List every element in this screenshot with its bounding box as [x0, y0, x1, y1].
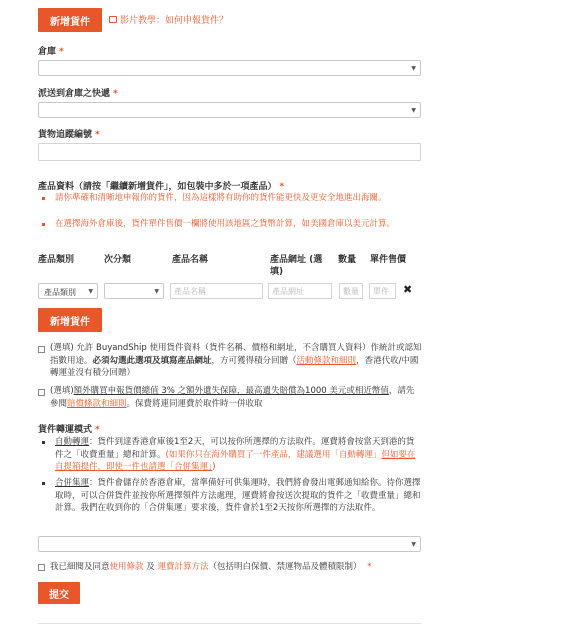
add-shipment-top-button[interactable]: 新增貨件 [38, 8, 102, 32]
warehouse-select[interactable] [38, 60, 421, 76]
video-tutorial-link[interactable] [109, 13, 228, 26]
insurance-checkbox[interactable] [38, 389, 45, 396]
products-note-2: 在選擇海外倉庫後，貨件單件售價一欄將使用該地區之貨幣計算，如美國倉庫以美元計算。 [55, 219, 396, 229]
col-category: 產品類別 [38, 255, 75, 265]
chevron-down-icon: ▼ [411, 65, 416, 72]
chevron-down-icon: ▼ [154, 288, 159, 295]
products-label: 產品資料（請按「繼續新增貨件」，如包裝中多於一項產品） * [38, 182, 285, 192]
courier-label: 派送到倉庫之快遞 * [38, 89, 118, 99]
shipping-calc-link[interactable]: 運費計算方法 [157, 562, 209, 572]
tracking-input[interactable] [38, 143, 421, 161]
stats-consent-checkbox[interactable] [38, 346, 45, 353]
product-name-input[interactable]: 產品名稱 [170, 283, 263, 299]
auto-bullet [42, 441, 45, 444]
compensation-terms-link[interactable]: 賠償條款和細則 [67, 398, 127, 409]
note-bullet [42, 223, 45, 226]
chevron-down-icon: ▼ [411, 541, 416, 548]
submit-button[interactable]: 提交 [38, 582, 80, 604]
activity-terms-link[interactable]: 活動條款和細則 [296, 355, 357, 366]
tv-icon [109, 16, 117, 23]
tracking-label: 貨物追蹤編號 * [38, 130, 100, 140]
unit-price-input[interactable]: 單件 [369, 283, 396, 299]
category-value: 產品類別 [44, 288, 76, 297]
transfer-mode-select[interactable] [38, 536, 421, 552]
chevron-down-icon: ▼ [88, 288, 93, 295]
col-name: 產品名稱 [172, 255, 209, 265]
stats-consent-text: (選填) 允許 BuyandShip 使用貨件資料（貨件名稱、價格和網址，不含購買人資料）作統計或認知指數用途。必須勾選此選項及填寫產品網址，方可獲得積分回贈（活動條款和細則，香港代收/中國轉運並沒有積分回贈） [50, 343, 422, 378]
transfer-mode-label: 貨件轉運模式 * [38, 425, 100, 435]
divider [38, 623, 421, 624]
col-url: 產品網址 (選填) [270, 255, 323, 277]
auto-transfer-text: 自動轉運：貨件到達香港倉庫後1至2天，可以按你所選擇的方法取件。運費將會按當天到港的貨件之「收費重量」總和計算。(如果你只在海外購買了一件產品，建議選用「自動轉運」但如要在自提箱提件，即使一件也請選「合併集運」) [55, 437, 416, 472]
product-url-input[interactable]: 產品網址 [268, 283, 332, 299]
col-unit-price: 單件售價 [370, 255, 407, 265]
terms-checkbox[interactable] [38, 564, 45, 571]
products-note-1: 請你準確和清晰地申報你的貨件，因為這樣將有助你的貨件能更快及更安全地進出海關。 [55, 193, 387, 203]
merge-bullet [42, 482, 45, 485]
remove-row-icon[interactable]: ✖ [403, 283, 413, 296]
insurance-text: (選填)額外購買申報貨價總值 3% 之額外遺失保障，最高遺失賠償為1000 美元或相近幣值，請先參閱賠償條款和細則。保費將連同運費於取件時一併收取 [50, 386, 415, 409]
add-shipment-button[interactable]: 新增貨件 [38, 308, 102, 332]
warehouse-label: 倉庫 * [38, 47, 64, 57]
quantity-input[interactable]: 數量 [339, 283, 363, 299]
subcategory-select[interactable] [104, 283, 164, 299]
col-subcategory: 次分類 [104, 255, 132, 265]
merge-transfer-text: 合併集運：貨件會儲存於香港倉庫，當準備好可供集運時，我們將會發出電郵通知給你。待你選擇取時，可以合併貨件並按你所選擇領件方法處理，運費將會按送次提取的貨件之「收費重量」總和計算。我們在收到你的「合併集運」要求後，貨件會於1至2天按你所選擇的方法取件。 [55, 478, 421, 513]
terms-of-use-link[interactable]: 使用條款 [109, 562, 144, 572]
note-bullet [42, 197, 45, 200]
terms-text: 我已細閱及同意使用條款 及 運費計算方法（包括明白保價、禁運物品及體積限制） * [50, 562, 372, 572]
col-quantity: 數量 [338, 255, 357, 265]
chevron-down-icon: ▼ [411, 107, 416, 114]
category-select[interactable] [38, 283, 98, 299]
video-tutorial-text: 影片教學：如何申報貨件？ [120, 16, 229, 26]
courier-select[interactable] [38, 102, 421, 118]
